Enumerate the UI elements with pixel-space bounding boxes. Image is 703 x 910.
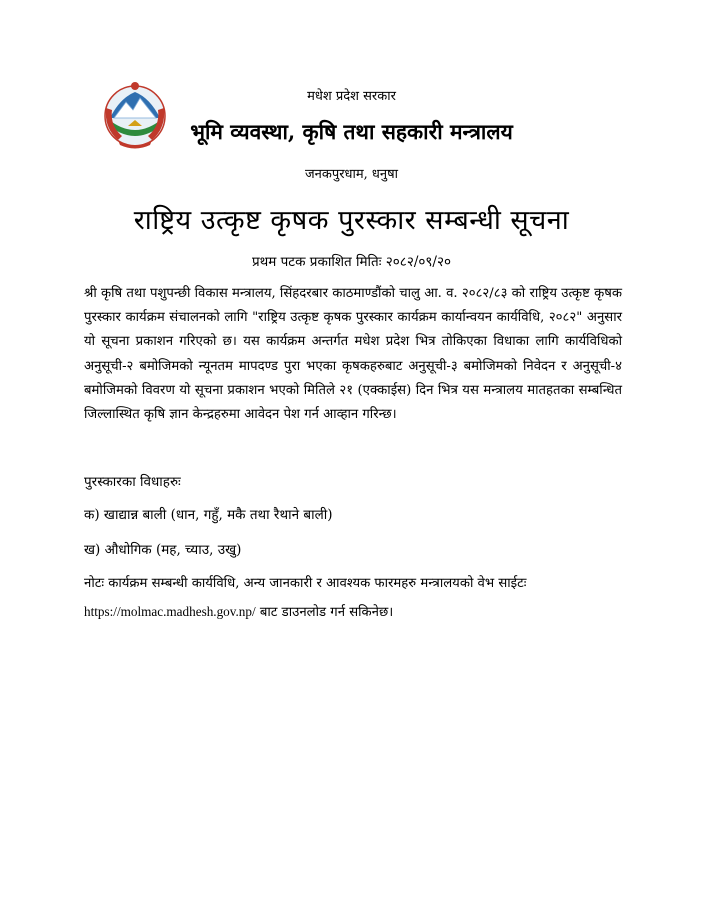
notice-title: राष्ट्रिय उत्कृष्ट कृषक पुरस्कार सम्बन्धी सूचना	[133, 205, 570, 236]
ministry-website-link[interactable]: https://molmac.madhesh.gov.np/	[84, 604, 256, 619]
note-suffix: बाट डाउनलोड गर्न सकिनेछ।	[255, 605, 394, 620]
list-item: ख) औधोगिक (मह, च्याउ, उखु)	[84, 542, 242, 558]
note-prefix: नोटः कार्यक्रम सम्बन्धी कार्यविधि, अन्य जानकारी र आवश्यक फारमहरु मन्त्रालयको वेभ साईटः	[84, 576, 527, 591]
list-item: क) खाद्यान्न बाली (धान, गहुँ, मकै तथा रैथाने बाली)	[84, 507, 333, 523]
published-date: प्रथम पटक प्रकाशित मितिः २०८२/०९/२०	[251, 254, 452, 270]
notice-body: श्री कृषि तथा पशुपन्छी विकास मन्त्रालय, सिंहदरबार काठमाण्डौंको चालु आ. व. २०८२/८३ को राष्ट्रिय उत्कृष्ट कृषक पुरस्कार कार्यक्रम संचालनको लागि "राष्ट्रिय उत्कृष्ट कृषक पुरस्कार कार्यक्रम कार्यान्वयन कार्यविधि, २०८२" अनुसार यो सूचना प्रकाशन गरिएको छ। यस कार्यक्रम अन्तर्गत मधेश प्रदेश भित्र तोकिएका विधाका लागि कार्यविधिको अनुसूची-२ बमोजिमको न्यूनतम मापदण्ड पुरा भएका कृषकहरुबाट अनुसूची-३ बमोजिमको निवेदन र अनुसूची-४ बमोजिमको विवरण यो सूचना प्रकाशन भएको मितिले २१ (एक्काईस) दिन भित्र यस मन्त्रालय मातहतका सम्बन्धित जिल्लास्थित कृषि ज्ञान केन्द्रहरुमा आवेदन पेश गर्न आव्हान गरिन्छ।	[84, 286, 622, 423]
note	[84, 570, 622, 627]
ministry-name: भूमि व्यवस्था, कृषि तथा सहकारी मन्त्रालय	[190, 119, 513, 144]
award-categories-heading: पुरस्कारका विधाहरुः	[84, 474, 181, 490]
government-line: मधेश प्रदेश सरकार	[307, 89, 396, 104]
office-location: जनकपुरधाम, धनुषा	[304, 167, 399, 182]
